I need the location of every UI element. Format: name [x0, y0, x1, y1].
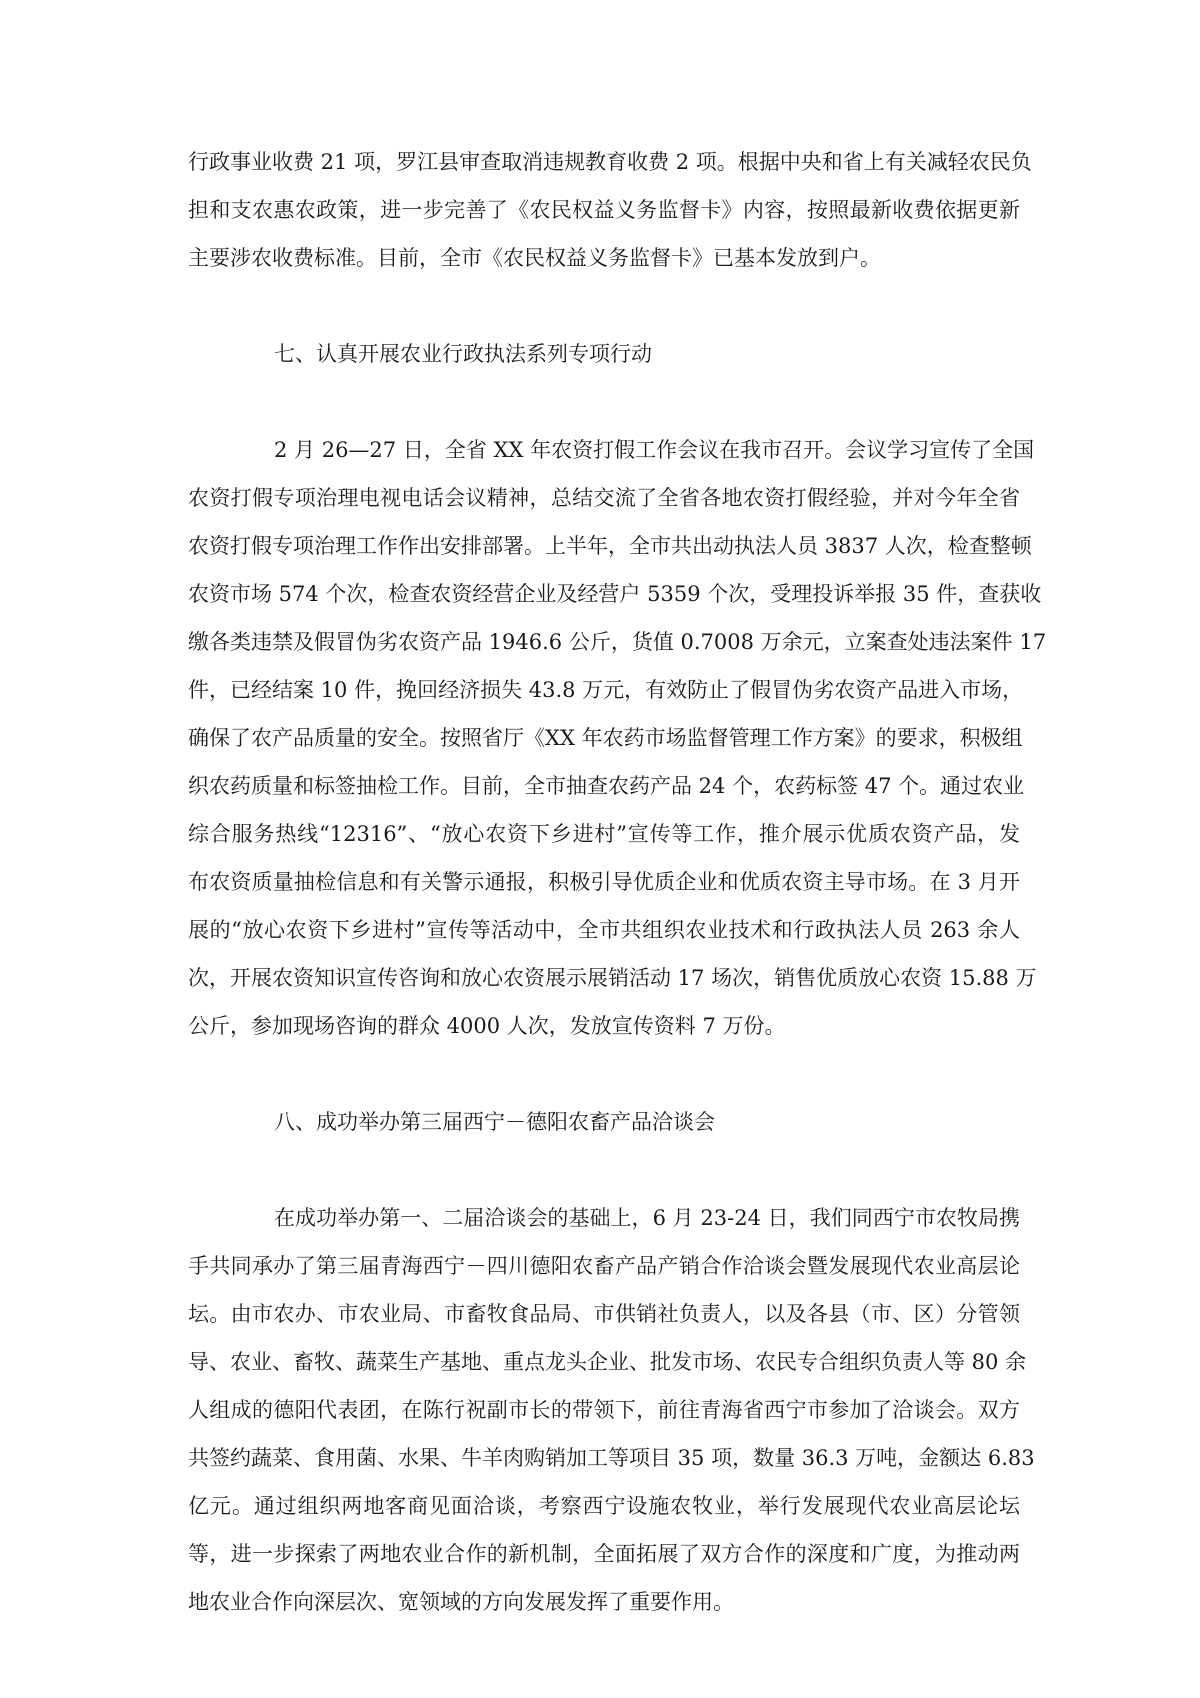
- text-line: 次，开展农资知识宣传咨询和放心农资展示展销活动 17 场次，销售优质放心农资 15.88 万: [188, 966, 1037, 990]
- text-line: 人组成的德阳代表团，在陈行祝副市长的带领下，前往青海省西宁市参加了洽谈会。双方: [188, 1398, 1020, 1422]
- paragraph-gap: [188, 1050, 1020, 1098]
- text-line: 农资市场 574 个次，检查农资经营企业及经营户 5359 个次，受理投诉举报 35 件，查获收: [188, 582, 1042, 606]
- text-line: 导、农业、畜牧、蔬菜生产基地、重点龙头企业、批发市场、农民专合组织负责人等 80 余: [188, 1350, 1027, 1374]
- text-line: 件，已经结案 10 件，挽回经济损失 43.8 万元，有效防止了假冒伪劣农资产品进入市场，: [188, 678, 1024, 702]
- paragraph-fee-review: [188, 138, 1032, 282]
- text-line: 共签约蔬菜、食用菌、水果、牛羊肉购销加工等项目 35 项，数量 36.3 万吨，金额达 6.83: [188, 1446, 1035, 1470]
- text-line: 缴各类违禁及假冒伪劣农资产品 1946.6 公斤，货值 0.7008 万余元，立案查处违法案件 17: [188, 630, 1047, 654]
- text-line: 公斤，参加现场咨询的群众 4000 人次，发放宣传资料 7 万份。: [188, 1014, 786, 1038]
- paragraph-gap: [188, 378, 1020, 426]
- text-line: 农资打假专项治理工作作出安排部署。上半年，全市共出动执法人员 3837 人次，检查整顿: [188, 534, 1032, 558]
- text-line: 亿元。通过组织两地客商见面洽谈，考察西宁设施农牧业，举行发展现代农业高层论坛: [188, 1494, 1020, 1518]
- text-line: 布农资质量抽检信息和有关警示通报，积极引导优质企业和优质农资主导市场。在 3 月开: [188, 870, 1020, 894]
- paragraph-enforcement: [188, 426, 1047, 1050]
- text-line: 织农药质量和标签抽检工作。目前，全市抽查农药产品 24 个，农药标签 47 个。通过农业: [188, 774, 1025, 798]
- text-line: 手共同承办了第三届青海西宁－四川德阳农畜产品产销合作洽谈会暨发展现代农业高层论: [188, 1254, 1020, 1278]
- document-page: [188, 138, 1047, 1626]
- text-line: 主要涉农收费标准。目前，全市《农民权益义务监督卡》已基本发放到户。: [188, 246, 881, 270]
- text-line: 展的“放心农资下乡进村”宣传等活动中，全市共组织农业技术和行政执法人员 263 余人: [188, 918, 1020, 942]
- text-line: 确保了农产品质量的安全。按照省厅《XX 年农药市场监督管理工作方案》的要求，积极组: [188, 726, 1023, 750]
- text-line: 行政事业收费 21 项，罗江县审查取消违规教育收费 2 项。根据中央和省上有关减轻农民负: [188, 150, 1032, 174]
- section-heading-8: 八、成功举办第三届西宁－德阳农畜产品洽谈会: [274, 1110, 715, 1134]
- text-line: 综合服务热线“12316”、“放心农资下乡进村”宣传等工作，推介展示优质农资产品，发: [188, 822, 1020, 846]
- text-line: 农资打假专项治理电视电话会议精神，总结交流了全省各地农资打假经验，并对今年全省: [188, 486, 1020, 510]
- text-line: 担和支农惠农政策，进一步完善了《农民权益义务监督卡》内容，按照最新收费依据更新: [188, 198, 1020, 222]
- paragraph-gap: [188, 282, 1020, 330]
- text-line: 等，进一步探索了两地农业合作的新机制，全面拓展了双方合作的深度和广度，为推动两: [188, 1542, 1020, 1566]
- section-heading-7: 七、认真开展农业行政执法系列专项行动: [274, 342, 652, 366]
- text-line: 在成功举办第一、二届洽谈会的基础上，6 月 23-24 日，我们同西宁市农牧局携: [274, 1206, 1020, 1230]
- text-line: 坛。由市农办、市农业局、市畜牧食品局、市供销社负责人，以及各县（市、区）分管领: [188, 1302, 1020, 1326]
- paragraph-gap: [188, 1146, 1020, 1194]
- text-line: 地农业合作向深层次、宽领域的方向发展发挥了重要作用。: [188, 1590, 734, 1614]
- paragraph-fair: [188, 1194, 1035, 1626]
- text-line: 2 月 26—27 日，全省 XX 年农资打假工作会议在我市召开。会议学习宣传了全国: [274, 438, 1035, 462]
